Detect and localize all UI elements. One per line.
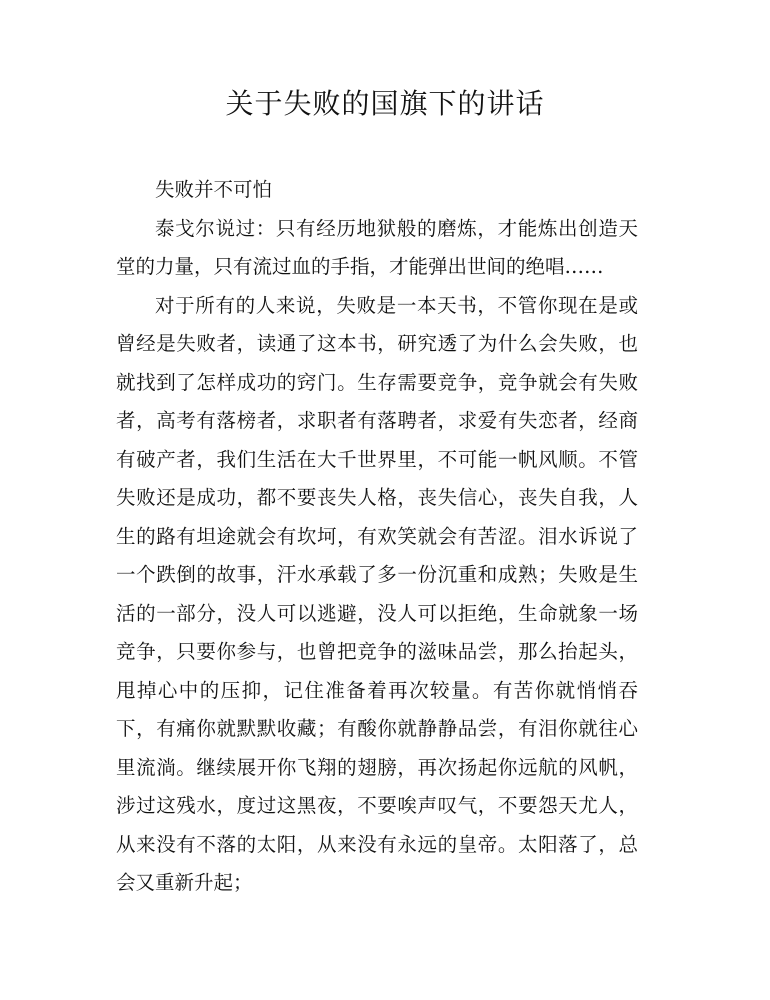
document-title: 关于失败的国旗下的讲话 [225,87,545,120]
document-body [116,171,638,903]
paragraph-heading: 失败并不可怕 [155,178,273,201]
paragraph-quote: 泰戈尔说过：只有经历地狱般的磨炼，才能炼出创造天堂的力量，只有流过血的手指，才能弹出世间的绝唱…… [116,216,638,278]
paragraph-main: 对于所有的人来说，失败是一本天书，不管你现在是或曾经是失败者，读通了这本书，研究透了为什么会失败，也就找到了怎样成功的窍门。生存需要竞争，竞争就会有失败者，高考有落榜者，求职者有落聘者，求爱有失恋者，经商有破产者，我们生活在大千世界里，不可能一帆风顺。不管失败还是成功，都不要丧失人格，丧失信心，丧失自我，人生的路有坦途就会有坎坷，有欢笑就会有苦涩。泪水诉说了一个跌倒的故事，汗水承载了多一份沉重和成熟；失败是生活的一部分，没人可以逃避，没人可以拒绝，生命就象一场竞争，只要你参与，也曾把竞争的滋味品尝，那么抬起头，甩掉心中的压抑，记住准备着再次较量。有苦你就悄悄吞下，有痛你就默默收藏；有酸你就静静品尝，有泪你就往心里流淌。继续展开你飞翔的翅膀，再次扬起你远航的风帆，涉过这残水，度过这黑夜，不要唉声叹气，不要怨天尤人，从来没有不落的太阳，从来没有永远的皇帝。太阳落了，总会又重新升起； [116,293,638,894]
